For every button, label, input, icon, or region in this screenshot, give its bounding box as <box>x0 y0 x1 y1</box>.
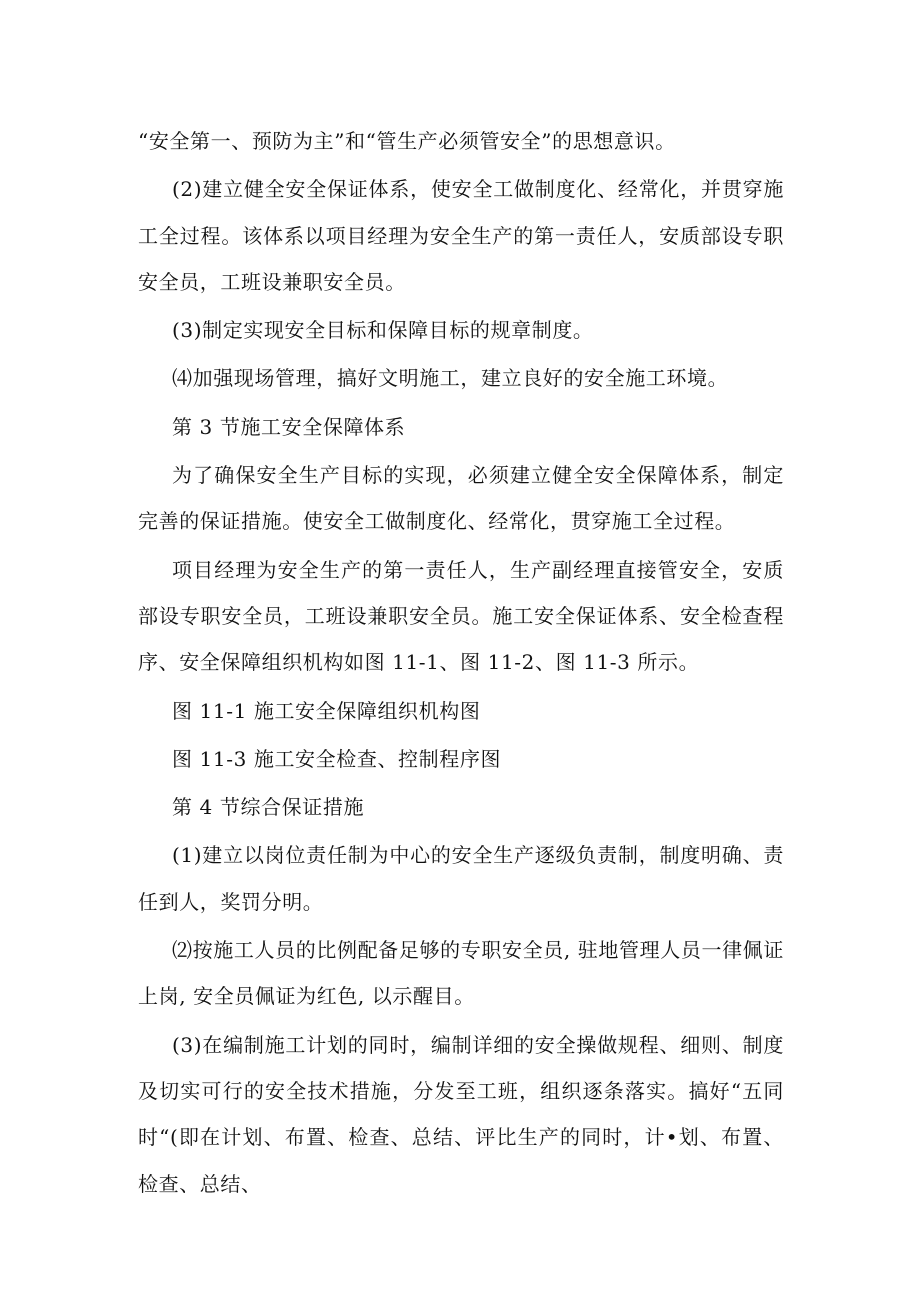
paragraph-item-2-safety-system: (2)建立健全安全保证体系，使安全工做制度化、经常化，并贯穿施工全过程。该体系以项目经理为安全生产的第一责任人，安质部设专职安全员，工班设兼职安全员。 <box>138 177 784 294</box>
paragraph-item-3-regulations: (3)制定实现安全目标和保障目标的规章制度。 <box>172 318 594 343</box>
section-heading-4: 第 4 节综合保证措施 <box>172 795 365 820</box>
paragraph-project-manager: 项目经理为安全生产的第一责任人，生产副经理直接管安全，安质部设专职安全员，工班设兼职安全员。施工安全保证体系、安全检查程序、安全保障组织机构如图 11-1、图 11-2、图 11-3 所示。 <box>138 557 784 675</box>
paragraph-item-3-construction-plan: (3)在编制施工计划的同时，编制详细的安全操做规程、细则、制度及切实可行的安全技术措施，分发至工班，组织逐条落实。搞好“五同时“(即在计划、布置、检查、总结、评比生产的同时，计•划、布置、检查、总结、 <box>138 1032 784 1196</box>
figure-caption-11-1: 图 11-1 施工安全保障组织机构图 <box>172 698 481 723</box>
paragraph-safety-goal: 为了确保安全生产目标的实现，必须建立健全安全保障体系，制定完善的保证措施。使安全工做制度化、经常化，贯穿施工全过程。 <box>138 463 784 534</box>
paragraph-item-1-responsibility: (1)建立以岗位责任制为中心的安全生产逐级负责制，制度明确、责任到人，奖罚分明。 <box>138 843 784 914</box>
document-body <box>138 118 784 1207</box>
figure-caption-11-3: 图 11-3 施工安全检查、控制程序图 <box>172 746 502 771</box>
paragraph-item-4-site-management: ⑷加强现场管理，搞好文明施工，建立良好的安全施工环境。 <box>172 366 729 391</box>
section-heading-3: 第 3 节施工安全保障体系 <box>172 414 406 439</box>
paragraph-safety-awareness: “安全第一、预防为主”和“管生产必须管安全”的思想意识。 <box>138 129 676 153</box>
paragraph-item-2-safety-staff: ⑵按施工人员的比例配备足够的专职安全员, 驻地管理人员一律佩证上岗, 安全员佩证为红色, 以示醒目。 <box>138 938 784 1009</box>
